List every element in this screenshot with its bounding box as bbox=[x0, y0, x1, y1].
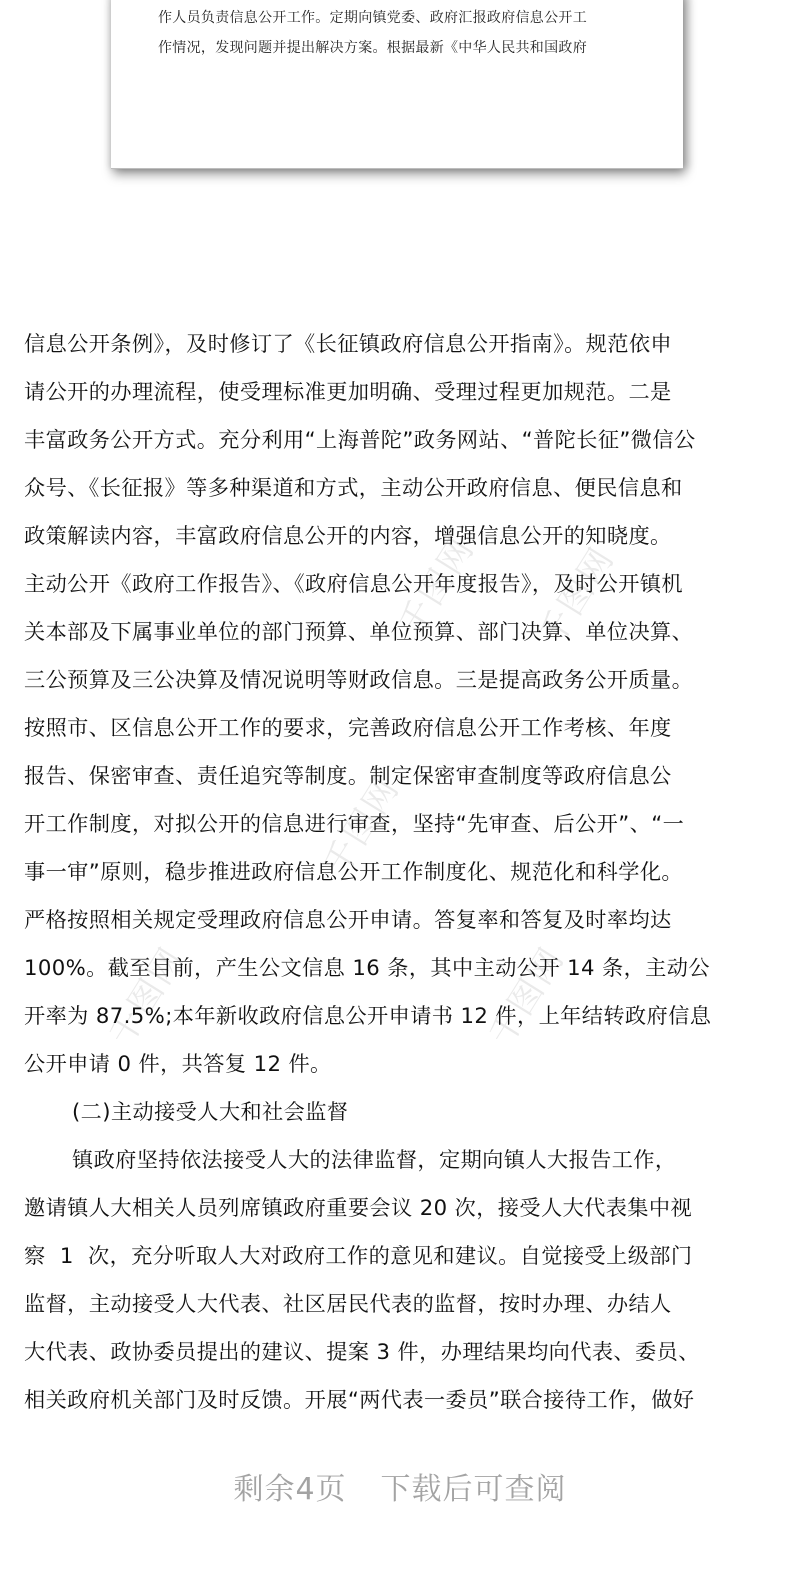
body-text-line: 察 1 次，充分听取人大对政府工作的意见和建议。自觉接受上级部门 bbox=[24, 1243, 693, 1268]
body-text-line: 按照市、区信息公开工作的要求，完善政府信息公开工作考核、年度 bbox=[24, 715, 672, 740]
body-text-line: 信息公开条例》，及时修订了《长征镇政府信息公开指南》。规范依申 bbox=[24, 331, 673, 356]
body-text-line: 镇政府坚持依法接受人大的法律监督，定期向镇人大报告工作， bbox=[72, 1147, 677, 1172]
watermark: 千图网 bbox=[481, 939, 573, 1053]
previous-page-preview-card bbox=[111, 0, 683, 169]
body-text-line: 请公开的办理流程，使受理标准更加明确、受理过程更加规范。二是 bbox=[24, 379, 672, 404]
body-text-line: 众号、《长征报》等多种渠道和方式，主动公开政府信息、便民信息和 bbox=[24, 475, 683, 500]
body-text-line: 开率为 87.5%;本年新收政府信息公开申请书 12 件，上年结转政府信息 bbox=[24, 1003, 712, 1028]
body-text-line: 监督，主动接受人大代表、社区居民代表的监督，按时办理、办结人 bbox=[24, 1291, 672, 1316]
watermark: 千图网 bbox=[531, 539, 623, 653]
preview-text-line: 作情况，发现问题并提出解决方案。根据最新《中华人民共和国政府 bbox=[158, 40, 587, 56]
body-text-line: 三公预算及三公决算及情况说明等财政信息。三是提高政务公开质量。 bbox=[24, 667, 694, 692]
body-text-line: 大代表、政协委员提出的建议、提案 3 件，办理结果均向代表、委员、 bbox=[24, 1339, 700, 1364]
download-hint-label: 下载后可查阅 bbox=[380, 1472, 567, 1507]
body-text-line: 政策解读内容，丰富政府信息公开的内容，增强信息公开的知晓度。 bbox=[24, 523, 672, 548]
section-heading: (二)主动接受人大和社会监督 bbox=[72, 1099, 349, 1124]
watermark: 千图网 bbox=[101, 939, 193, 1053]
watermark: 千图网 bbox=[316, 769, 408, 883]
body-text-line: 丰富政务公开方式。充分利用“上海普陀”政务网站、“普陀长征”微信公 bbox=[24, 427, 696, 452]
preview-text-line: 作人员负责信息公开工作。定期向镇党委、政府汇报政府信息公开工 bbox=[158, 10, 587, 26]
body-text-line: 100%。截至目前，产生公文信息 16 条，其中主动公开 14 条，主动公 bbox=[24, 955, 710, 980]
body-text-line: 邀请镇人大相关人员列席镇政府重要会议 20 次，接受人大代表集中视 bbox=[24, 1195, 693, 1220]
document-body bbox=[24, 326, 776, 1430]
body-text-line: 相关政府机关部门及时反馈。开展“两代表一委员”联合接待工作，做好 bbox=[24, 1387, 695, 1412]
body-text-line: 公开申请 0 件，共答复 12 件。 bbox=[24, 1051, 332, 1076]
body-text-line: 事一审”原则，稳步推进政府信息公开工作制度化、规范化和科学化。 bbox=[24, 859, 684, 884]
remaining-pages-label: 剩余4页 bbox=[233, 1472, 347, 1507]
download-prompt[interactable] bbox=[0, 1468, 800, 1512]
body-text-line: 报告、保密审查、责任追究等制度。制定保密审查制度等政府信息公 bbox=[24, 763, 672, 788]
body-text-line: 严格按照相关规定受理政府信息公开申请。答复率和答复及时率均达 bbox=[24, 907, 672, 932]
body-text-line: 关本部及下属事业单位的部门预算、单位预算、部门决算、单位决算、 bbox=[24, 619, 694, 644]
body-text-line: 主动公开《政府工作报告》、《政府信息公开年度报告》，及时公开镇机 bbox=[24, 571, 684, 596]
body-text-line: 开工作制度，对拟公开的信息进行审查，坚持“先审查、后公开”、“一 bbox=[24, 811, 685, 836]
watermark: 千图网 bbox=[391, 529, 483, 643]
